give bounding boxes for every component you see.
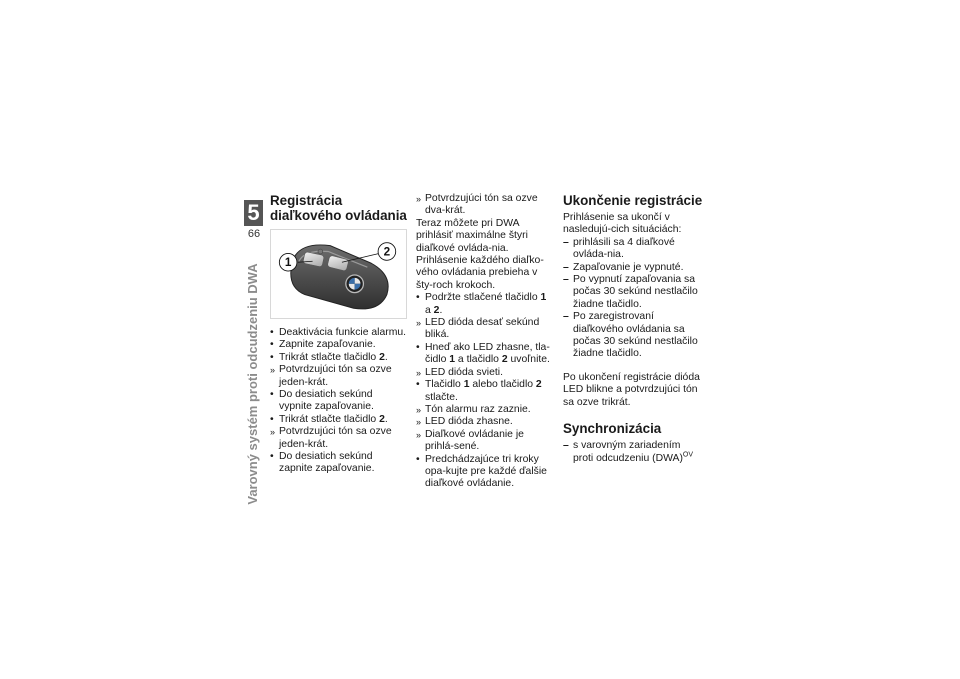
list-item: • Hneď ako LED zhasne, tla-čidlo 1 a tlačidlo 2 uvoľnite. [416,342,554,367]
list-item: • Predchádzajúce tri kroky opa-kujte pre každé ďalšie diaľkové ovládanie. [416,454,554,491]
registration-steps-list [270,327,407,476]
pairing-steps-list [416,292,554,491]
list-item: – Zapaľovanie je vypnuté. [563,262,703,274]
list-item: • Podržte stlačené tlačidlo 1 a 2. [416,292,554,317]
list-item: • Do desiatich sekúnd vypnite zapaľovanie. [270,389,407,414]
list-item: – prihlásili sa 4 diaľkové ovláda-nia. [563,237,703,262]
end-conditions-list [563,237,703,361]
option-superscript: OV [682,451,694,459]
heading-remote-registration: Registrácia diaľkového ovládania [270,193,407,223]
list-item: » LED dióda svieti. [416,367,554,379]
paragraph: Prihlásenie sa ukončí v nasledujú-cich situáciách: [563,212,682,236]
list-item: » Diaľkové ovládanie je prihlá-sené. [416,429,554,454]
heading-synchronization: Synchronizácia [563,421,662,437]
column-1 [270,193,407,476]
chapter-number-tab: 5 [244,200,263,226]
list-item: » Potvrdzujúci tón sa ozve dva-krát. [416,193,554,218]
heading-end-registration: Ukončenie registrácie [563,193,703,208]
list-item: – Po zaregistrovaní diaľkového ovládania sa počas 30 sekúnd nestlačilo žiadne tlačidlo. [563,311,703,361]
list-item: » LED dióda desať sekúnd bliká. [416,317,554,342]
chapter-side-title: Varovný systém proti odcudzeniu DWA [245,263,260,505]
list-item: » Potvrdzujúci tón sa ozve jeden-krát. [270,426,407,451]
column-3 [563,193,703,465]
list-item: • Trikrát stlačte tlačidlo 2. [270,352,407,364]
paragraph: Teraz môžete pri DWA prihlásiť maximálne štyri diaľkové ovláda-nia. Prihlásenie každého diaľko-vého ovládania prebieha v šty-roch krokoch. [416,217,544,291]
list-item: • Tlačidlo 1 alebo tlačidlo 2 stlačte. [416,379,554,404]
list-item: • Trikrát stlačte tlačidlo 2. [270,414,407,426]
continued-list [416,193,554,218]
paragraph: Po ukončení registrácie dióda LED blikne a potvrdzujúci tón sa ozve trikrát. [563,371,700,408]
list-item: » Potvrdzujúci tón sa ozve jeden-krát. [270,364,407,389]
list-item: • Deaktivácia funkcie alarmu. [270,327,407,339]
list-item: » Tón alarmu raz zaznie. [416,404,554,416]
callout-2: 2 [383,245,391,259]
list-item: • Do desiatich sekúnd zapnite zapaľovanie. [270,451,407,476]
key-button-small [318,249,323,254]
bmw-logo [346,275,364,293]
sync-list [563,440,703,465]
list-item: • Zapnite zapaľovanie. [270,339,407,351]
remote-key-figure [270,229,407,319]
list-item: – Po vypnutí zapaľovania sa počas 30 sekúnd nestlačilo žiadne tlačidlo. [563,274,703,311]
list-item: » LED dióda zhasne. [416,416,554,428]
callout-1: 1 [284,256,292,270]
list-item: – s varovným zariadením proti odcudzeniu (DWA)$^{OV}$ [563,440,703,465]
column-2 [416,193,554,491]
page-number: 66 [247,228,261,240]
